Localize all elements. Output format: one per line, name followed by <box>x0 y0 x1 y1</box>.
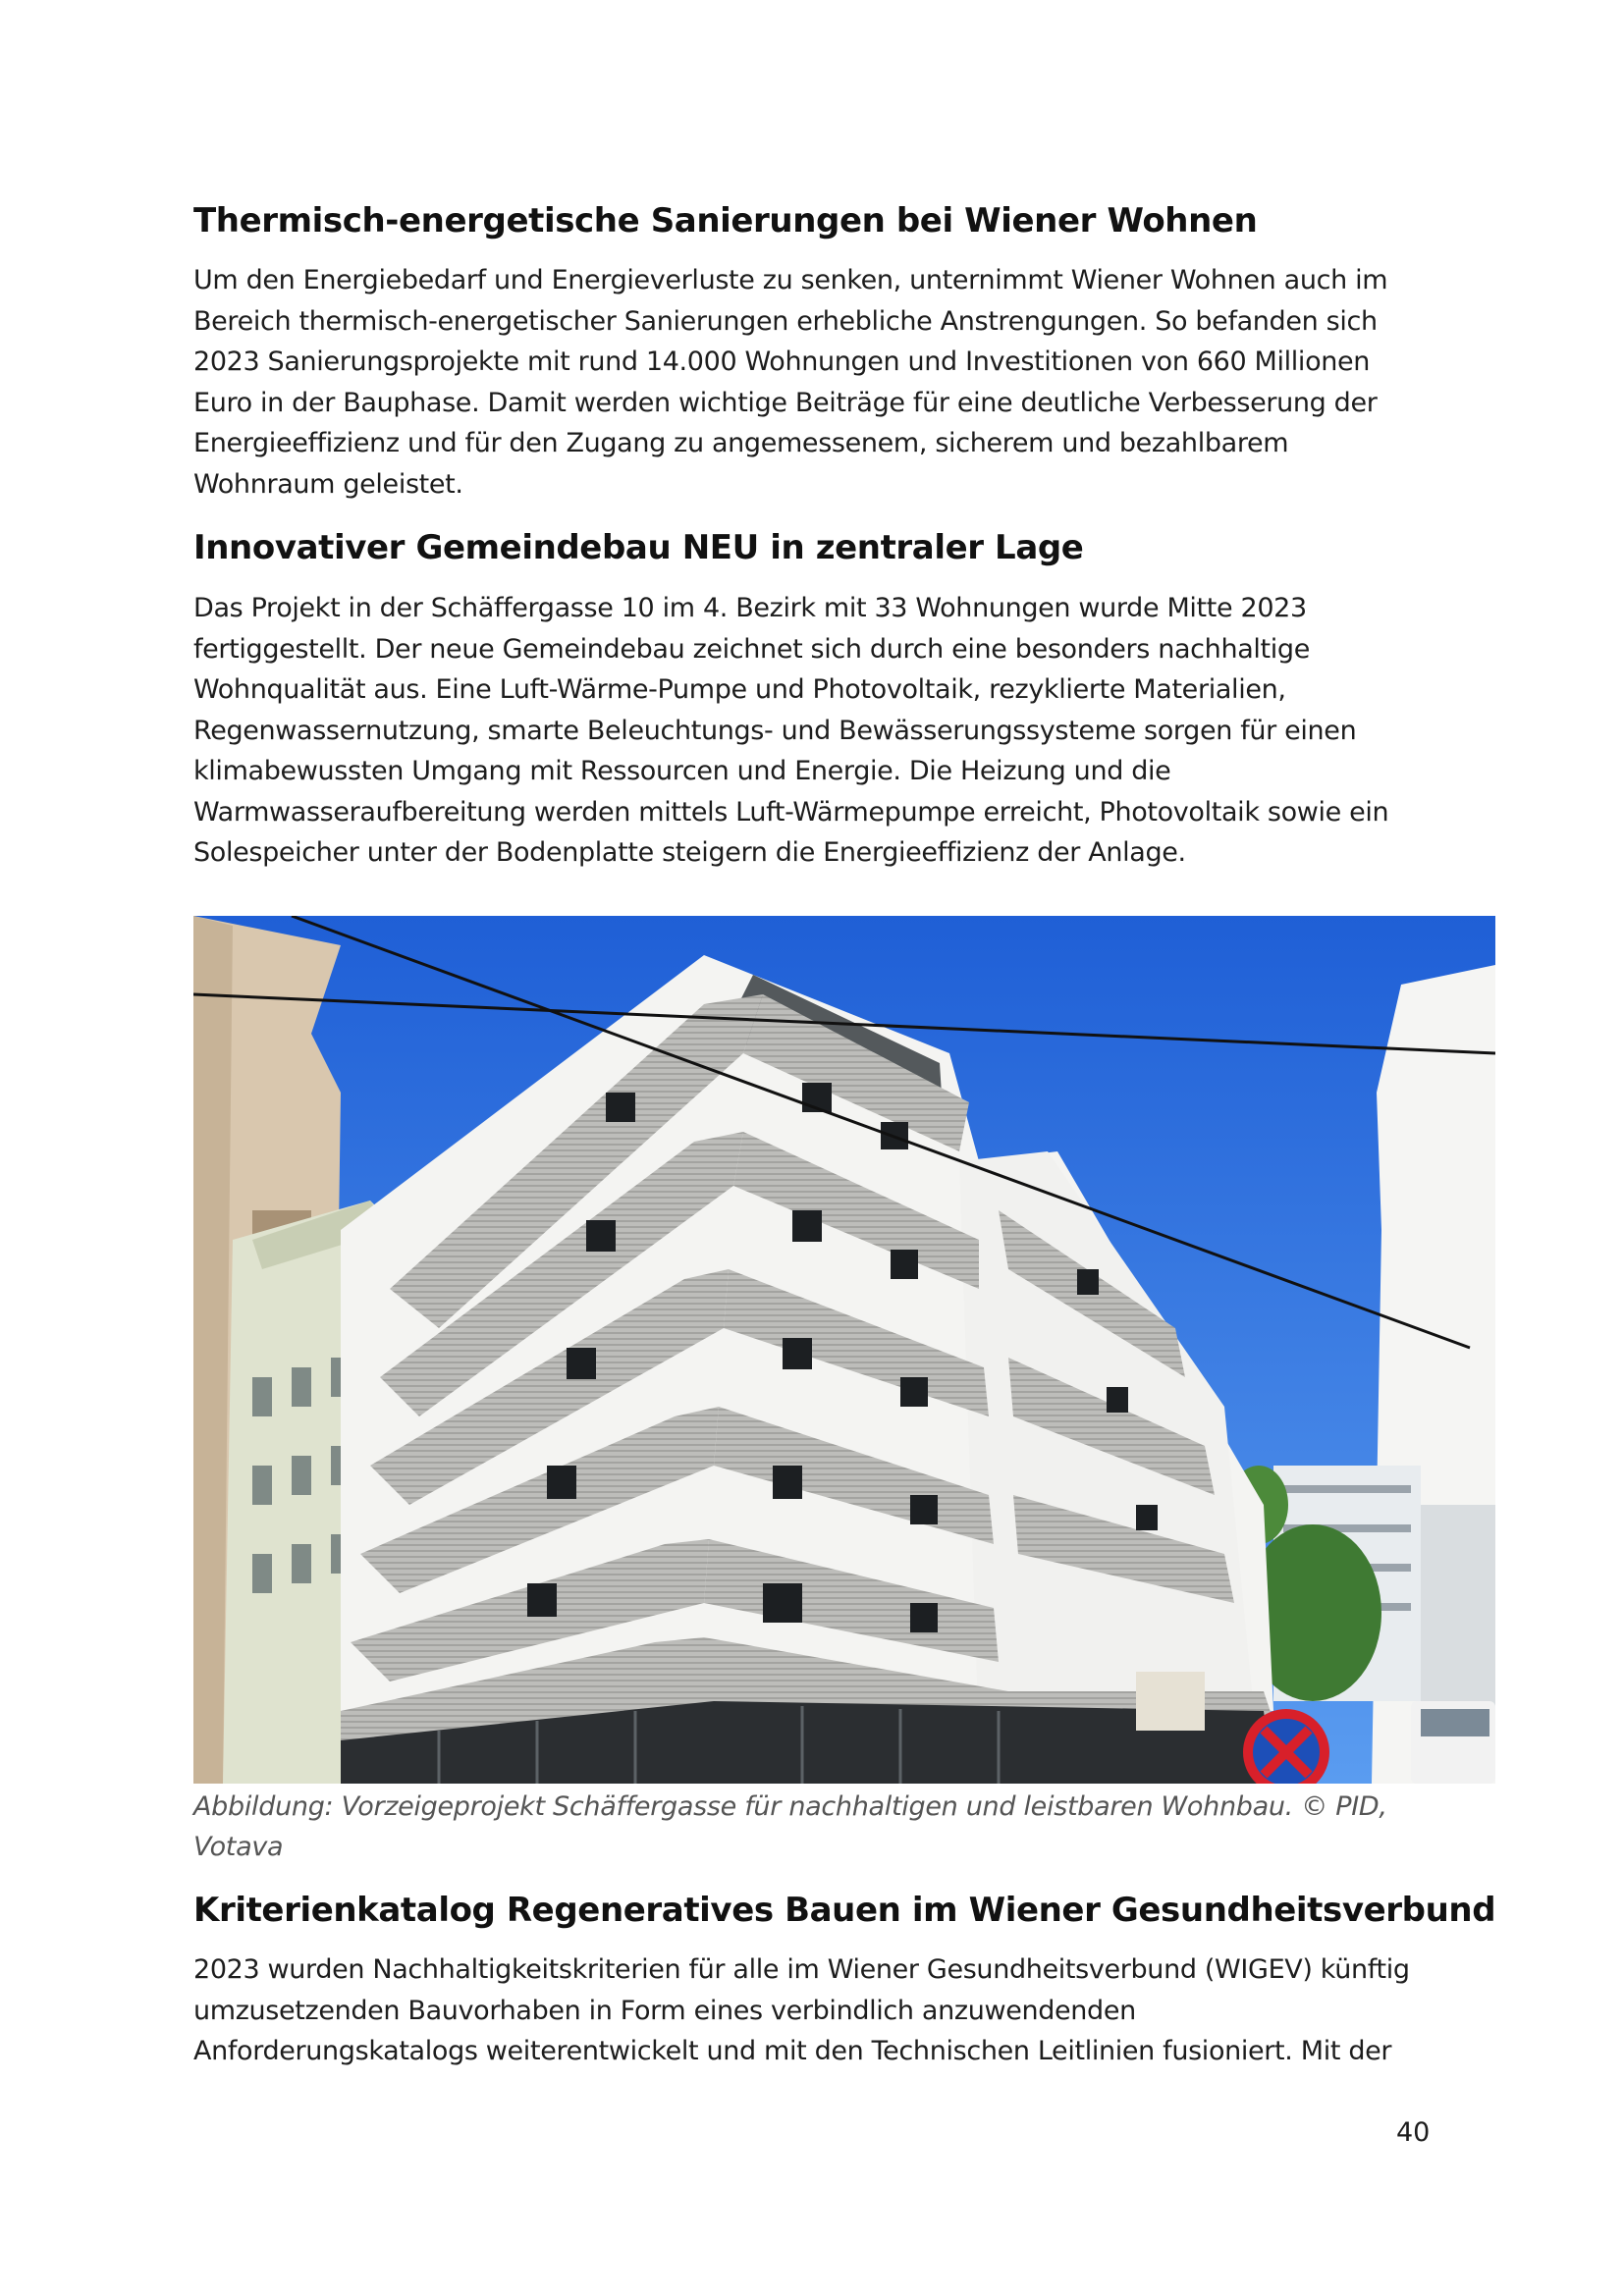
section-heading-kriterienkatalog: Kriterienkatalog Regeneratives Bauen im Wiener Gesundheitsverbund <box>193 1891 1496 1930</box>
text-line: 2023 Sanierungsprojekte mit rund 14.000 Wohnungen und Investitionen von 660 Millionen <box>193 347 1371 377</box>
text-line: Um den Energiebedarf und Energieverluste zu senken, unternimmt Wiener Wohnen auch im <box>193 265 1388 295</box>
figure-caption <box>193 1787 1387 1867</box>
text-line: Das Projekt in der Schäffergasse 10 im 4. Bezirk mit 33 Wohnungen wurde Mitte 2023 <box>193 593 1307 623</box>
text-line: Wohnqualität aus. Eine Luft-Wärme-Pumpe und Photovoltaik, rezyklierte Materialien, <box>193 674 1286 705</box>
text-line: Warmwasseraufbereitung werden mittels Luft-Wärmepumpe erreicht, Photovoltaik sowie ein <box>193 796 1389 828</box>
text-line: Regenwassernutzung, smarte Beleuchtungs- und Bewässerungssysteme sorgen für einen <box>193 715 1357 746</box>
text-line: Bereich thermisch-energetischer Sanierungen erhebliche Anstrengungen. So befanden sich <box>193 305 1378 337</box>
text-line: Euro in der Bauphase. Damit werden wichtige Beiträge für eine deutliche Verbesserung der <box>193 387 1378 418</box>
paragraph-kriterienkatalog <box>193 1949 1410 2072</box>
text-line: umzusetzenden Bauvorhaben in Form eines verbindlich anzuwendenden <box>193 1995 1136 2026</box>
section-heading-gemeindebau: Innovativer Gemeindebau NEU in zentraler Lage <box>193 528 1084 567</box>
text-line: klimabewussten Umgang mit Ressourcen und Energie. Die Heizung und die <box>193 756 1171 786</box>
text-line: Wohnraum geleistet. <box>193 468 463 500</box>
text-line: Solespeicher unter der Bodenplatte steigern die Energieeffizienz der Anlage. <box>193 837 1186 868</box>
paragraph-gemeindebau <box>193 588 1388 874</box>
text-line: fertiggestellt. Der neue Gemeindebau zeichnet sich durch eine besonders nachhaltige <box>193 633 1310 665</box>
paragraph-sanierungen <box>193 260 1387 505</box>
caption-line: Votava <box>193 1832 284 1862</box>
text-line: Anforderungskatalogs weiterentwickelt und mit den Technischen Leitlinien fusioniert. Mit der <box>193 2036 1392 2066</box>
section-heading-sanierungen: Thermisch-energetische Sanierungen bei Wiener Wohnen <box>193 201 1258 240</box>
text-line: Energieeffizienz und für den Zugang zu angemessenem, sicherem und bezahlbarem <box>193 428 1289 458</box>
building-photo <box>193 916 1495 1784</box>
caption-line: Abbildung: Vorzeigeprojekt Schäffergasse für nachhaltigen und leistbaren Wohnbau. © PID, <box>193 1791 1387 1822</box>
text-line: 2023 wurden Nachhaltigkeitskriterien für alle im Wiener Gesundheitsverbund (WIGEV) künftig <box>193 1954 1410 1985</box>
page-number: 40 <box>1396 2117 1431 2148</box>
